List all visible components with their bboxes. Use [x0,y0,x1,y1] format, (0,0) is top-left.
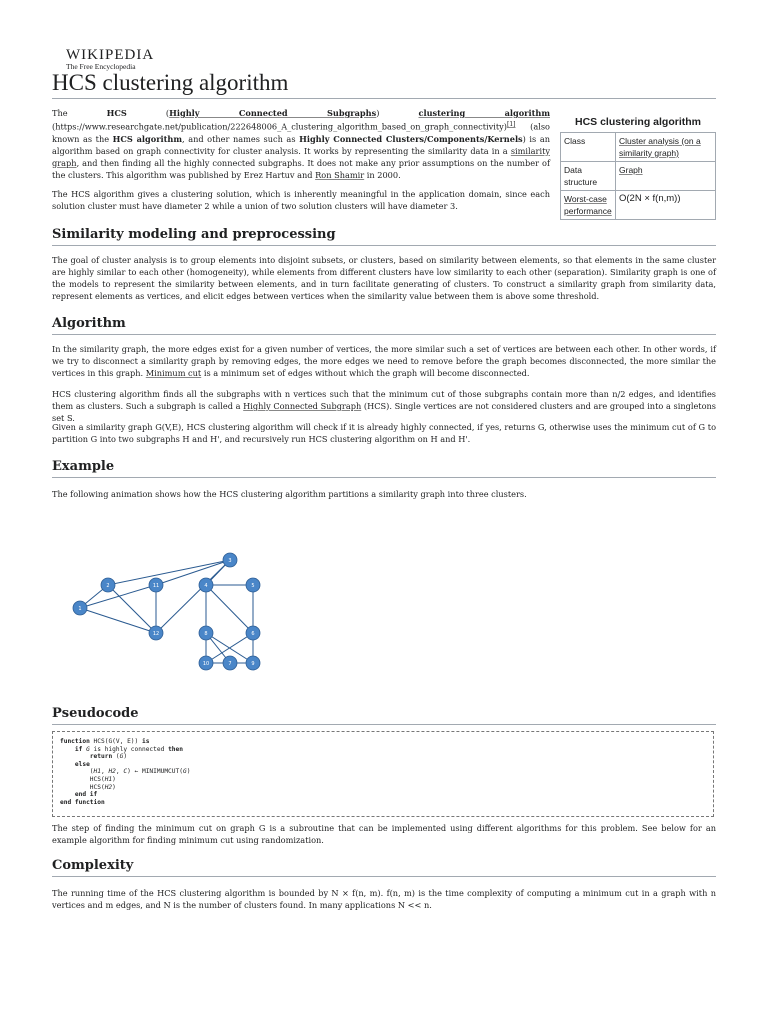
heading-complexity: Complexity [52,858,134,873]
ron-shamir-link[interactable]: Ron Shamir [315,169,365,180]
pseudocode-text: function HCS(G(V, E)) is if G is highly connected then return (G) else (H1, H2, C) ← MINIMUMCUT(G) HCS(H1) HCS(H2) end if end function [60,738,191,806]
highly-connected-subgraph-link[interactable]: Highly Connected Subgraph [243,401,362,411]
graph-node-label-3: 3 [228,558,232,564]
infobox-table [560,132,716,220]
graph-edges [80,560,253,663]
infobox-title: HCS clustering algorithm [574,116,701,128]
graph-node-label-6: 6 [251,631,255,637]
minimum-cut-link[interactable]: Minimum cut [145,368,202,378]
similarity-graph-figure [60,545,280,675]
pseudocode-after-paragraph: The step of finding the minimum cut on graph G is a subroutine that can be implemented using different algorithms for this problem. See below for an example algorithm for finding minimum cut using randomization. [52,823,716,845]
graph-node-label-11: 11 [152,583,160,589]
hcs-full-link[interactable]: Highly Connected Subgraphs [169,108,377,118]
graph-edge-1-11 [80,585,156,608]
complexity-paragraph: The running time of the HCS clustering algorithm is bounded by N × f(n, m). f(n, m) is the time complexity of computing a minimum cut in a graph with n vertices and m edges, and N is the number of clusters found. In many applications N << n. [52,888,716,910]
heading-example: Example [52,459,115,474]
algorithm-paragraph-3: Given a similarity graph G(V,E), HCS clustering algorithm will check if it is already highly connected, if yes, returns G, otherwise uses the minimum cut of G to partition G into two subgraphs H and H', and recursively run HCS clustering algorithm on H and H'. [52,422,716,444]
heading-similarity-modeling: Similarity modeling and preprocessing [52,227,336,242]
infobox [560,108,716,220]
infobox-row-class [561,133,716,162]
clustering-algorithm-link[interactable]: clustering algorithm [418,108,550,118]
wikipedia-tagline: The Free Encyclopedia [66,62,136,71]
graph-node-label-8: 8 [204,631,208,637]
similarity-graph-link[interactable]: similarity graph [52,145,550,168]
title-divider [52,98,716,99]
section-divider [52,245,716,246]
infobox-value: O(2N × f(n,m)) [616,191,716,220]
infobox-key: Worst-case performance [561,191,616,220]
graph-node-label-7: 7 [228,661,232,667]
example-paragraph: The following animation shows how the HCS clustering algorithm partitions a similarity graph into three clusters. [52,489,527,499]
section-divider [52,477,716,478]
section-divider [52,724,716,725]
graph-edge-4-6 [206,585,253,633]
graph-link[interactable]: Graph [619,165,643,175]
heading-algorithm: Algorithm [52,316,126,331]
graph-edge-1-12 [80,608,156,633]
graph-node-label-12: 12 [152,631,160,637]
page-title: HCS clustering algorithm [52,70,289,95]
graph-node-label-4: 4 [204,583,208,589]
infobox-key: Data structure [561,162,616,191]
reference-1[interactable]: [1] [507,121,516,128]
graph-node-label-1: 1 [78,606,82,612]
infobox-row-worst-case [561,191,716,220]
algorithm-paragraph-1: In the similarity graph, the more edges exist for a given number of vertices, the more similar such a set of vertices are between each other. In other words, if we try to disconnect a similarity graph by removing edges, the more edges we need to remove before the graph becomes disconnected, the more similar the vertices in this graph. Minimum cut is a minimum set of edges without which the graph will become disconnected. [52,344,716,378]
wikipedia-logo-word[interactable]: WIKIPEDIA [66,47,155,63]
graph-node-label-2: 2 [106,583,110,589]
infobox-key: Class [561,133,616,162]
section-divider [52,334,716,335]
pseudocode-block [52,731,714,817]
graph-node-label-10: 10 [202,661,210,667]
cluster-analysis-link[interactable]: Cluster analysis (on a similarity graph) [619,136,701,158]
infobox-row-data-structure [561,162,716,191]
intro-paragraph-1: The HCS (Highly Connected Subgraphs) clustering algorithm (https://www.researchgate.net/publication/222648006_A_clustering_algorithm_based_on_graph_connectivity)[1] (also known as the HCS algorithm, and other names such as Highly Connected Clusters/Components/Kernels) is an algorithm based on graph connectivity for cluster analysis. It works by representing the similarity data in a similarity graph, and then finding all the highly connected subgraphs. It does not make any prior assumptions on the number of the clusters. This algorithm was published by Erez Hartuv and Ron Shamir in 2000. [52,108,550,180]
algorithm-paragraph-2: HCS clustering algorithm finds all the subgraphs with n vertices such that the minimum cut of those subgraphs contain more than n/2 edges, and identifies them as clusters. Such a subgraph is called a Highly Connected Subgraph (HCS). Single vertices are not considered clusters and are grouped into a singletons set S. [52,389,717,423]
heading-pseudocode: Pseudocode [52,706,139,721]
intro-paragraph-2: The HCS algorithm gives a clustering solution, which is inherently meaningful in the application domain, since each solution cluster must have diameter 2 while a union of two solution clusters will have diameter 3. [52,189,550,211]
graph-node-label-9: 9 [251,661,255,667]
section-divider [52,876,716,877]
graph-node-label-5: 5 [251,583,255,589]
similarity-paragraph: The goal of cluster analysis is to group elements into disjoint subsets, or clusters, based on similarity between elements, so that elements in the same cluster are highly similar to each other (homogeneity), while elements from different clusters have low similarity to each other (separation). Similarity graph is one of the models to represent the similarity between elements, and in turn facilitate generating of clusters. To construct a similarity graph from similarity data, represent elements as vertices, and elicit edges between vertices when the similarity value between them is above some threshold. [52,255,716,301]
